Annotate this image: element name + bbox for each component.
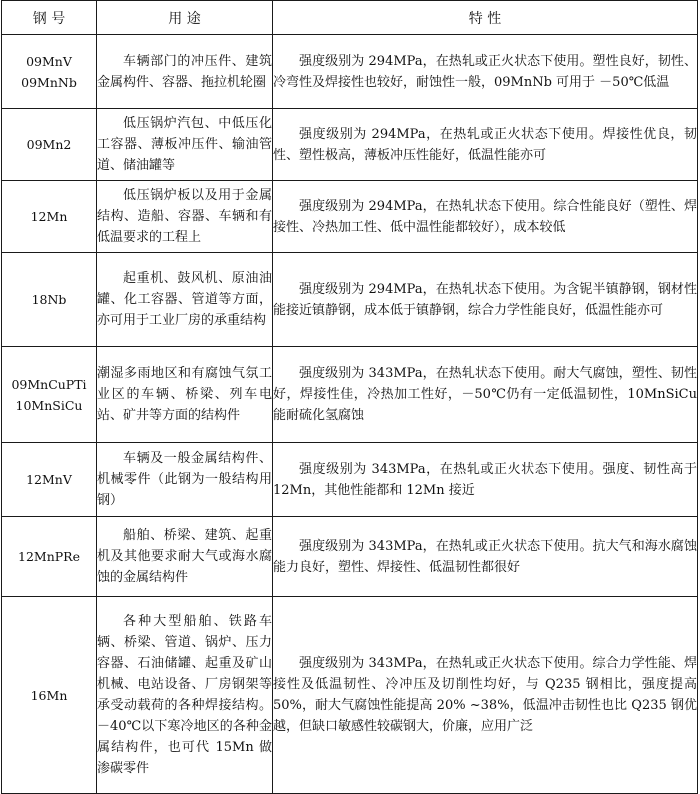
grade-cell: 12MnPRe [2,517,97,597]
grade-cell: 09MnV 09MnNb [2,35,97,109]
property-cell: 强度级别为 294MPa，在热轧状态下使用。为含铌半镇静钢，钢材性能接近镇静钢，成本低于镇静钢，综合力学性能良好，低温性能亦可 [273,253,698,347]
table-row [2,181,698,253]
grade-cell: 09Mn2 [2,109,97,181]
grade-cell: 16Mn [2,597,97,794]
grade-cell: 12Mn [2,181,97,253]
grade-cell: 09MnCuPTi 10MnSiCu [2,347,97,443]
property-cell: 强度级别为 343MPa，在热轧或正火状态下使用。抗大气和海水腐蚀能力良好，塑性、焊接性、低温韧性都很好 [273,517,698,597]
header-grade: 钢 号 [2,1,97,35]
use-cell: 各种大型船舶、铁路车辆、桥梁、管道、锅炉、压力容器、石油储罐、起重及矿山机械、电站设备、厂房钢架等承受动载荷的各种焊接结构。－40℃以下寒冷地区的各种金属结构件，也可代 15Mn 做渗碳零件 [97,597,273,794]
table-row [2,517,698,597]
property-cell: 强度级别为 343MPa，在热轧或正火状态下使用。强度、韧性高于 12Mn，其他性能都和 12Mn 接近 [273,443,698,517]
property-cell: 强度级别为 294MPa，在热轧状态下使用。综合性能良好（塑性、焊接性、冷热加工性、低中温性能都较好），成本较低 [273,181,698,253]
steel-grade-table [1,0,698,794]
table-row [2,253,698,347]
table-header-row [2,1,698,35]
use-cell: 车辆及一般金属结构件、机械零件（此钢为一般结构用钢） [97,443,273,517]
use-cell: 低压锅炉板以及用于金属结构、造船、容器、车辆和有低温要求的工程上 [97,181,273,253]
header-property: 特 性 [273,1,698,35]
table-row [2,443,698,517]
use-cell: 船舶、桥梁、建筑、起重机及其他要求耐大气或海水腐蚀的金属结构件 [97,517,273,597]
use-cell: 低压锅炉汽包、中低压化工容器、薄板冲压件、输油管道、储油罐等 [97,109,273,181]
property-cell: 强度级别为 343MPa，在热轧或正火状态下使用。综合力学性能、焊接性及低温韧性、冷冲压及切削性均好，与 Q235 钢相比，强度提高 50%，耐大气腐蚀性能提高 20% ~38%，低温冲击韧性也比 Q235 钢优越，但缺口敏感性较碳钢大，价廉，应用广泛 [273,597,698,794]
grade-cell: 12MnV [2,443,97,517]
property-cell: 强度级别为 294MPa，在热轧或正火状态下使用。焊接性优良，韧性、塑性极高，薄板冲压性能好，低温性能亦可 [273,109,698,181]
header-use: 用 途 [97,1,273,35]
use-cell: 起重机、鼓风机、原油油罐、化工容器、管道等方面，亦可用于工业厂房的承重结构 [97,253,273,347]
use-cell: 潮湿多雨地区和有腐蚀气氛工业区的车辆、桥梁、列车电站、矿井等方面的结构件 [97,347,273,443]
table-row [2,109,698,181]
grade-cell: 18Nb [2,253,97,347]
table-row [2,347,698,443]
property-cell: 强度级别为 343MPa，在热轧状态下使用。耐大气腐蚀，塑性、韧性好，焊接性佳，冷热加工性好，－50℃仍有一定低温韧性，10MnSiCu 能耐硫化氢腐蚀 [273,347,698,443]
table-row [2,35,698,109]
property-cell: 强度级别为 294MPa，在热轧或正火状态下使用。塑性良好，韧性、冷弯性及焊接性也较好，耐蚀性一般，09MnNb 可用于 －50℃低温 [273,35,698,109]
table-row [2,597,698,794]
use-cell: 车辆部门的冲压件、建筑金属构件、容器、拖拉机轮圈 [97,35,273,109]
